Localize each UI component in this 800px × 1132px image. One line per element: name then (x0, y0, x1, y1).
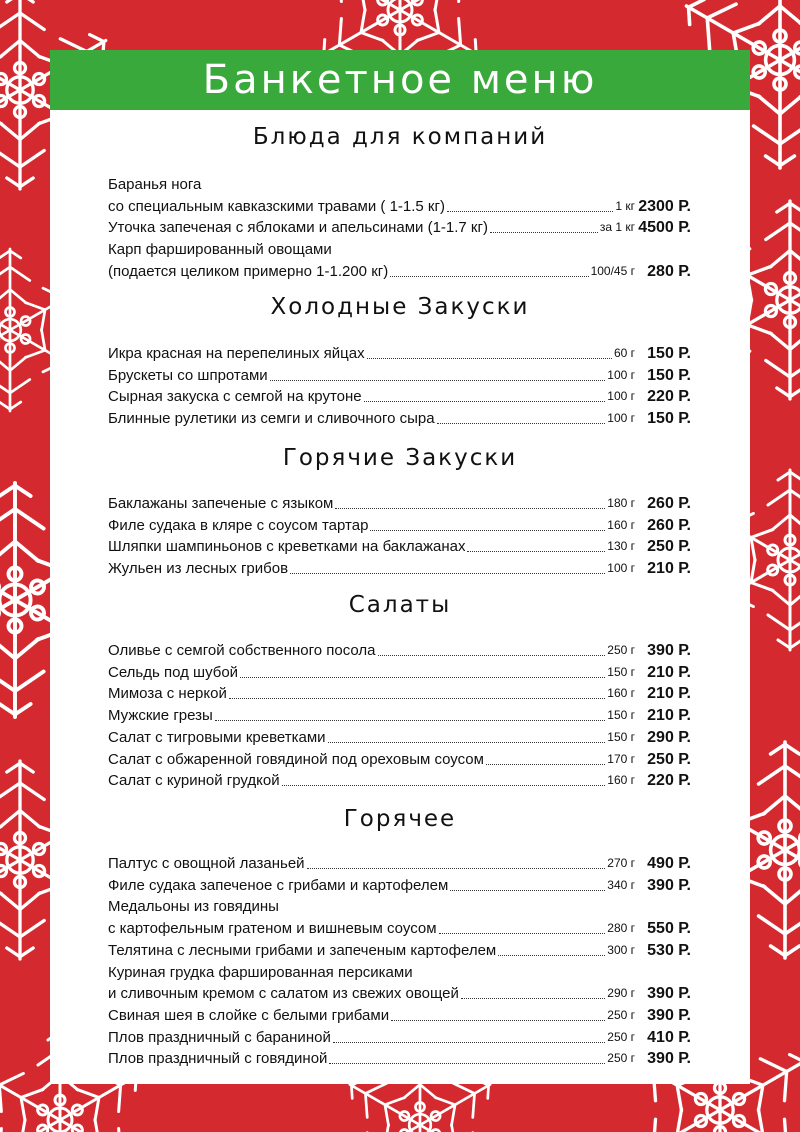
menu-item-weight: 170 г (607, 751, 635, 766)
menu-item-weight: 160 г (607, 773, 635, 788)
menu-item (108, 875, 691, 896)
menu-item-name: с картофельным гратеном и вишневым соусом (108, 920, 437, 938)
menu-item-price: 220 Р. (647, 388, 691, 406)
menu-item (108, 196, 691, 217)
menu-item-name: Телятина с лесными грибами и запеченым картофелем (108, 941, 497, 959)
section-title: Горячее (343, 806, 457, 832)
menu-item-price: 530 Р. (647, 941, 691, 959)
menu-item (108, 918, 691, 939)
dot-leader (490, 232, 598, 233)
menu-item-price: 390 Р. (647, 1006, 691, 1024)
menu-item-price: 390 Р. (647, 985, 691, 1003)
dot-leader (364, 401, 606, 402)
menu-item-price: 210 Р. (647, 560, 691, 578)
section-title: Блюда для компаний (252, 124, 548, 150)
menu-item-description: Куриная грудка фаршированная персиками (108, 963, 413, 981)
menu-item-price: 220 Р. (647, 772, 691, 790)
menu-item (108, 727, 691, 748)
menu-item (108, 770, 691, 791)
menu-item (108, 940, 691, 961)
menu-item (108, 705, 691, 726)
menu-item-price: 150 Р. (647, 345, 691, 362)
menu-item-price: 250 Р. (647, 538, 691, 556)
menu-item-price: 410 Р. (647, 1028, 691, 1046)
menu-item-name: со специальным кавказскими травами ( 1-1.5 кг) (108, 197, 445, 215)
menu-item-description: Медальоны из говядины (108, 898, 279, 916)
menu-item-name: Салат с куриной грудкой (108, 772, 280, 790)
menu-item-weight: 100 г (607, 367, 635, 382)
menu-item-weight: 160 г (607, 686, 635, 701)
menu-item (108, 853, 691, 874)
menu-item-price: 390 Р. (647, 876, 691, 894)
menu-title: Банкетное меню (50, 50, 750, 110)
menu-item-name: Плов праздничный с говядиной (108, 1050, 328, 1068)
menu-item (108, 1048, 691, 1069)
menu-item (108, 343, 691, 364)
menu-item (108, 261, 691, 282)
menu-item-description: Баранья нога (108, 176, 202, 193)
dot-leader (370, 530, 605, 531)
menu-item-weight: 100/45 г (590, 263, 635, 278)
dot-leader (437, 423, 606, 424)
menu-item (108, 662, 691, 683)
menu-item-weight: 290 г (607, 986, 635, 1001)
menu-item-name: (подается целиком примерно 1-1.200 кг) (108, 262, 389, 280)
menu-item-price: 550 Р. (647, 920, 691, 938)
menu-item-weight: 100 г (607, 411, 635, 426)
menu-item-name: Плов праздничный с бараниной (108, 1028, 331, 1046)
dot-leader (270, 380, 606, 381)
dot-leader (215, 720, 605, 721)
menu-item (108, 558, 691, 579)
menu-item (108, 683, 691, 704)
menu-item (108, 515, 691, 536)
dot-leader (378, 655, 606, 656)
dot-leader (290, 573, 605, 574)
menu-item-name: Уточка запеченая с яблоками и апельсинами (1-1.7 кг) (108, 219, 488, 237)
menu-item-name: Палтус с овощной лазаньей (108, 855, 305, 872)
menu-item-weight: 160 г (607, 517, 635, 532)
dot-leader (367, 358, 612, 359)
menu-item-name: Филе судака в кляре с соусом тартар (108, 516, 369, 534)
dot-leader (329, 1063, 605, 1064)
menu-item-price: 150 Р. (647, 410, 691, 428)
menu-item-name: Салат с обжаренной говядиной под ореховым соусом (108, 750, 484, 768)
dot-leader (240, 677, 605, 678)
dot-leader (391, 1020, 605, 1021)
menu-item (108, 217, 691, 238)
dot-leader (450, 890, 605, 891)
menu-item-name: Шляпки шампиньонов с креветками на баклажанах (108, 538, 466, 556)
menu-item-price: 210 Р. (647, 663, 691, 681)
menu-item (108, 365, 691, 386)
menu-item (108, 493, 691, 514)
menu-item-description: Карп фаршированный овощами (108, 241, 332, 259)
menu-item-name: и сливочным кремом с салатом из свежих овощей (108, 985, 459, 1003)
menu-item-weight: 280 г (607, 921, 635, 936)
section-title: Горячие Закуски (282, 445, 518, 471)
menu-item-name: Сырная закуска с семгой на крутоне (108, 388, 362, 406)
menu-item-name: Салат с тигровыми креветками (108, 728, 326, 746)
menu-item-weight: 250 г (607, 643, 635, 657)
menu-item-weight: 250 г (607, 1029, 635, 1044)
menu-item-name: Оливье с семгой собственного посола (108, 642, 376, 659)
menu-item-price: 2300 Р. (638, 197, 691, 215)
menu-item-name: Сельдь под шубой (108, 663, 239, 681)
menu-item-weight: 60 г (613, 346, 635, 360)
menu-item-name: Свиная шея в слойке с белыми грибами (108, 1006, 390, 1024)
dot-leader (335, 508, 605, 509)
menu-item-weight: 270 г (607, 856, 635, 870)
menu-item-price: 260 Р. (647, 516, 691, 534)
menu-item-name: Жульен из лесных грибов (108, 560, 289, 578)
dot-leader (307, 868, 606, 869)
dot-leader (439, 933, 606, 934)
section-title: Салаты (348, 592, 452, 618)
menu-item-weight: 100 г (607, 389, 635, 404)
menu-item (108, 536, 691, 557)
menu-item-weight: 300 г (607, 942, 635, 957)
menu-item-price: 150 Р. (647, 366, 691, 384)
menu-item-weight: 1 кг (615, 198, 635, 213)
menu-item-price: 250 Р. (647, 750, 691, 768)
dot-leader (498, 955, 605, 956)
dot-leader (333, 1042, 605, 1043)
menu-item-price: 390 Р. (647, 642, 691, 659)
menu-item-name: Филе судака запеченое с грибами и картофелем (108, 876, 449, 894)
menu-item-weight: 180 г (607, 496, 635, 510)
menu-item-name: Мимоза с неркой (108, 685, 227, 703)
menu-item-name: Баклажаны запеченые с языком (108, 495, 334, 512)
menu-item-name: Икра красная на перепелиных яйцах (108, 345, 365, 362)
dot-leader (229, 698, 605, 699)
menu-item-name: Блинные рулетики из семги и сливочного сыра (108, 410, 435, 428)
menu-item (108, 749, 691, 770)
menu-item-price: 210 Р. (647, 685, 691, 703)
dot-leader (467, 551, 605, 552)
menu-item-weight: 150 г (607, 729, 635, 744)
menu-item-weight: 250 г (607, 1051, 635, 1066)
menu-item (108, 386, 691, 407)
dot-leader (447, 211, 613, 212)
menu-item-price: 280 Р. (647, 262, 691, 280)
menu-item-weight: 100 г (607, 561, 635, 576)
menu-item-weight: 340 г (607, 877, 635, 892)
menu-item (108, 408, 691, 429)
menu-item-name: Брускеты со шпротами (108, 366, 268, 384)
menu-item-price: 290 Р. (647, 728, 691, 746)
dot-leader (282, 785, 606, 786)
menu-item-price: 4500 Р. (638, 219, 691, 237)
menu-item (108, 1005, 691, 1026)
menu-item-weight: за 1 кг (599, 220, 635, 235)
menu-item-weight: 130 г (607, 539, 635, 554)
menu-item (108, 640, 691, 661)
menu-item (108, 1027, 691, 1048)
menu-item-price: 490 Р. (647, 855, 691, 872)
menu-item-price: 260 Р. (647, 495, 691, 512)
section-title: Холодные Закуски (270, 294, 530, 320)
dot-leader (390, 276, 588, 277)
dot-leader (486, 764, 605, 765)
menu-item-weight: 150 г (607, 708, 635, 723)
menu-item-name: Мужские грезы (108, 707, 213, 725)
dot-leader (461, 998, 605, 999)
menu-item-price: 390 Р. (647, 1050, 691, 1068)
menu-item (108, 983, 691, 1004)
menu-item-weight: 150 г (607, 664, 635, 679)
menu-item-price: 210 Р. (647, 707, 691, 725)
menu-item-weight: 250 г (607, 1007, 635, 1022)
dot-leader (328, 742, 606, 743)
